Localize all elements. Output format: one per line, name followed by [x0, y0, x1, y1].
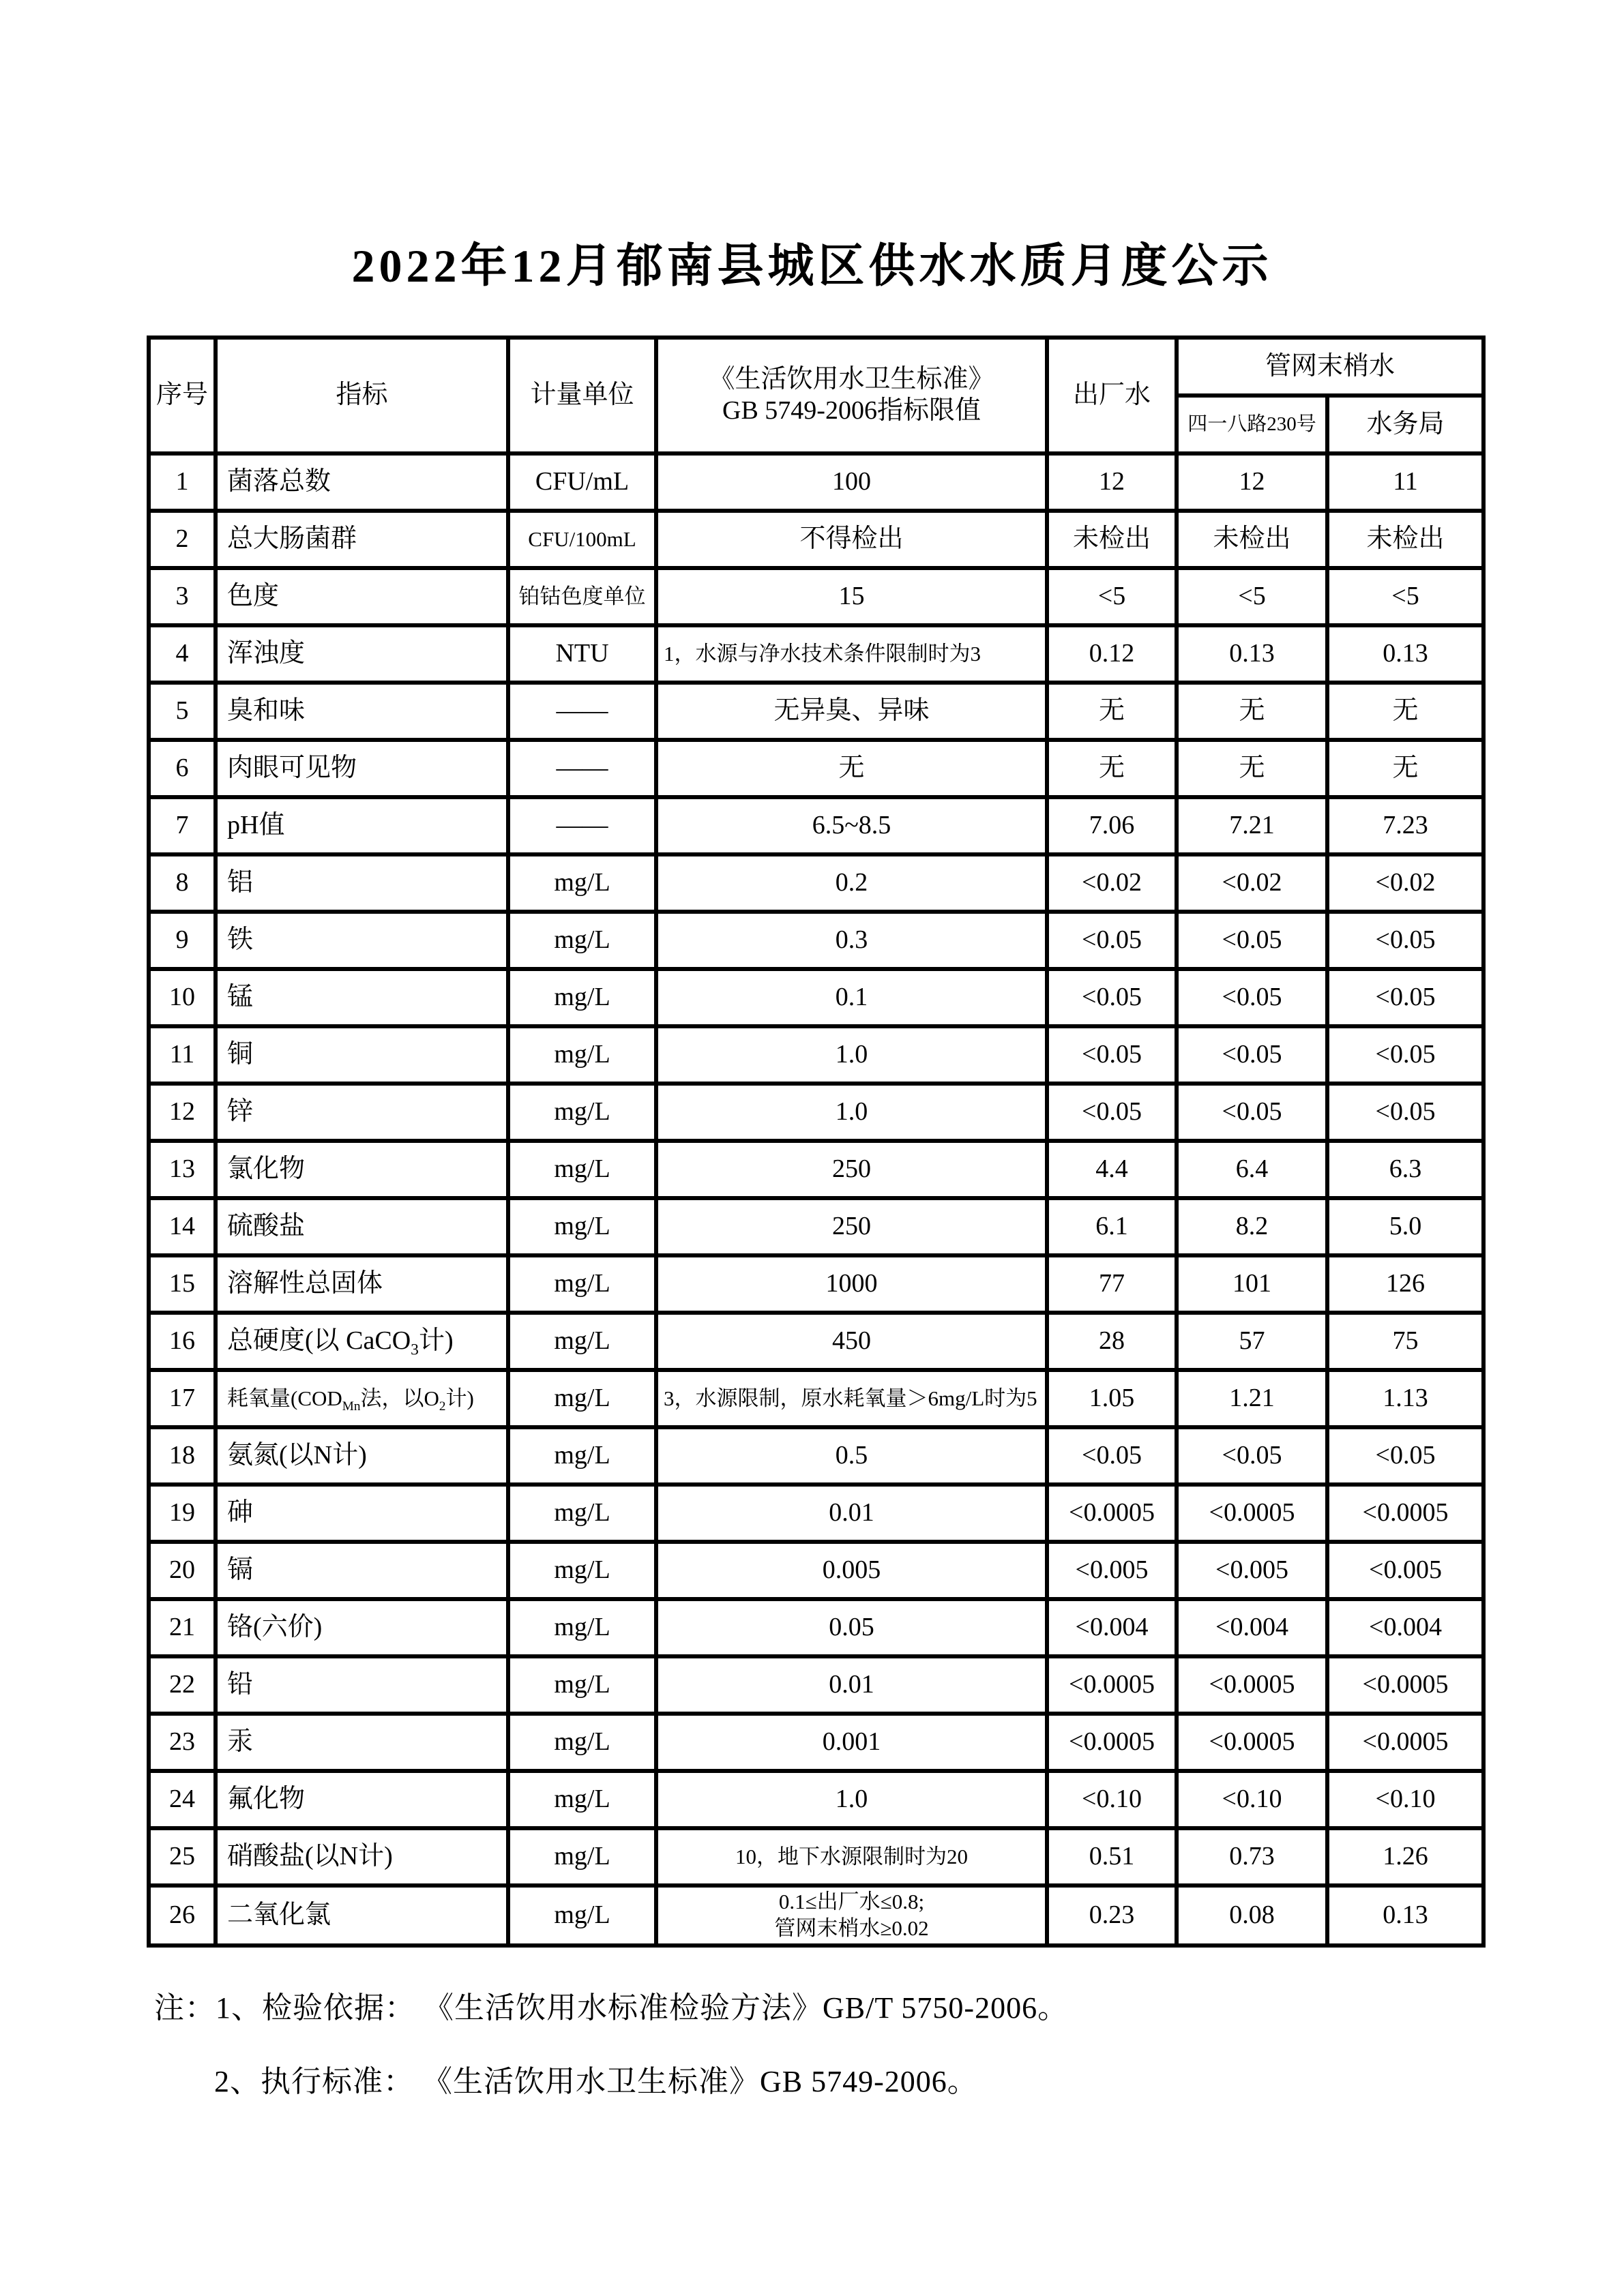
cell-unit: mg/L	[508, 854, 656, 912]
cell-unit: mg/L	[508, 912, 656, 969]
table-row	[149, 740, 1483, 797]
cell-terminal-site1: <0.05	[1177, 969, 1327, 1026]
cell-terminal-site2: <0.10	[1327, 1771, 1483, 1828]
header-limit	[656, 338, 1047, 453]
table-row	[149, 797, 1483, 854]
cell-limit: 0.001	[656, 1714, 1047, 1771]
cell-factory-water: <5	[1047, 568, 1177, 625]
cell-indicator: pH值	[216, 797, 508, 854]
table-row	[149, 1885, 1483, 1945]
cell-indicator: 浑浊度	[216, 625, 508, 683]
cell-factory-water: <0.0005	[1047, 1485, 1177, 1542]
page-title: 2022年12月郁南县城区供水水质月度公示	[351, 240, 1273, 292]
cell-terminal-site1: <0.05	[1177, 912, 1327, 969]
cell-no: 1	[149, 453, 216, 511]
table-row	[149, 568, 1483, 625]
header-terminal-group: 管网末梢水	[1177, 338, 1483, 396]
cell-no: 17	[149, 1370, 216, 1427]
cell-unit: CFU/mL	[508, 453, 656, 511]
note-1: 注：1、检验依据： 《生活饮用水标准检验方法》GB/T 5750-2006。	[154, 1991, 1069, 2025]
cell-factory-water: <0.0005	[1047, 1656, 1177, 1714]
header-limit-line2: GB 5749-2006指标限值	[722, 396, 981, 425]
cell-indicator: 铝	[216, 854, 508, 912]
table-row	[149, 854, 1483, 912]
cell-limit: 无	[656, 740, 1047, 797]
table-row	[149, 1026, 1483, 1084]
table-row	[149, 683, 1483, 740]
cell-factory-water: 0.51	[1047, 1828, 1177, 1885]
cell-indicator: 氯化物	[216, 1141, 508, 1198]
cell-limit: 0.01	[656, 1485, 1047, 1542]
cell-terminal-site1: <0.10	[1177, 1771, 1327, 1828]
cell-limit: 250	[656, 1141, 1047, 1198]
cell-indicator: 镉	[216, 1542, 508, 1599]
cell-indicator: 总硬度(以 CaCO$_3$计)	[216, 1313, 508, 1370]
cell-indicator: 铬(六价)	[216, 1599, 508, 1656]
table-row	[149, 1255, 1483, 1313]
table-row	[149, 1656, 1483, 1714]
table-header	[149, 338, 1483, 453]
water-quality-table	[147, 336, 1486, 1948]
cell-no: 20	[149, 1542, 216, 1599]
cell-terminal-site1: 7.21	[1177, 797, 1327, 854]
cell-limit: 10，地下水源限制时为20	[656, 1828, 1047, 1885]
cell-indicator: 溶解性总固体	[216, 1255, 508, 1313]
header-terminal-site2: 水务局	[1327, 396, 1483, 453]
cell-terminal-site1: <0.02	[1177, 854, 1327, 912]
cell-terminal-site2: 1.26	[1327, 1828, 1483, 1885]
cell-terminal-site1: <0.05	[1177, 1084, 1327, 1141]
cell-unit: mg/L	[508, 969, 656, 1026]
cell-unit: mg/L	[508, 1370, 656, 1427]
table-row	[149, 1370, 1483, 1427]
cell-unit: mg/L	[508, 1198, 656, 1255]
cell-factory-water: <0.05	[1047, 912, 1177, 969]
cell-indicator: 铜	[216, 1026, 508, 1084]
cell-limit: 1.0	[656, 1026, 1047, 1084]
cell-indicator: 砷	[216, 1485, 508, 1542]
cell-factory-water: 未检出	[1047, 511, 1177, 568]
cell-no: 22	[149, 1656, 216, 1714]
table-row	[149, 912, 1483, 969]
table-row	[149, 1427, 1483, 1485]
cell-terminal-site2: 75	[1327, 1313, 1483, 1370]
cell-no: 10	[149, 969, 216, 1026]
cell-terminal-site1: 未检出	[1177, 511, 1327, 568]
cell-unit: mg/L	[508, 1255, 656, 1313]
cell-terminal-site1: 0.13	[1177, 625, 1327, 683]
cell-limit: 15	[656, 568, 1047, 625]
cell-factory-water: 0.23	[1047, 1885, 1177, 1945]
cell-unit: mg/L	[508, 1885, 656, 1945]
cell-factory-water: 无	[1047, 740, 1177, 797]
cell-no: 11	[149, 1026, 216, 1084]
cell-terminal-site2: 0.13	[1327, 1885, 1483, 1945]
cell-unit: mg/L	[508, 1313, 656, 1370]
cell-terminal-site1: <0.0005	[1177, 1656, 1327, 1714]
header-limit-line1: 《生活饮用水卫生标准》	[709, 365, 994, 394]
cell-terminal-site1: 0.08	[1177, 1885, 1327, 1945]
cell-terminal-site1: 无	[1177, 683, 1327, 740]
cell-terminal-site2: 5.0	[1327, 1198, 1483, 1255]
cell-terminal-site1: <0.05	[1177, 1427, 1327, 1485]
table-row	[149, 1599, 1483, 1656]
cell-factory-water: <0.02	[1047, 854, 1177, 912]
header-indicator: 指标	[216, 338, 508, 453]
cell-terminal-site2: 无	[1327, 740, 1483, 797]
cell-unit: ——	[508, 740, 656, 797]
cell-no: 14	[149, 1198, 216, 1255]
cell-terminal-site2: <0.0005	[1327, 1656, 1483, 1714]
cell-unit: CFU/100mL	[508, 511, 656, 568]
cell-unit: mg/L	[508, 1026, 656, 1084]
cell-limit: 0.05	[656, 1599, 1047, 1656]
cell-terminal-site2: 7.23	[1327, 797, 1483, 854]
cell-limit: 无异臭、异味	[656, 683, 1047, 740]
cell-no: 5	[149, 683, 216, 740]
cell-no: 15	[149, 1255, 216, 1313]
cell-unit: ——	[508, 683, 656, 740]
cell-limit: 0.3	[656, 912, 1047, 969]
cell-limit: 0.1	[656, 969, 1047, 1026]
table-row	[149, 1084, 1483, 1141]
cell-no: 23	[149, 1714, 216, 1771]
cell-terminal-site1: <0.0005	[1177, 1485, 1327, 1542]
cell-limit: 不得检出	[656, 511, 1047, 568]
cell-indicator: 臭和味	[216, 683, 508, 740]
cell-terminal-site2: <0.0005	[1327, 1714, 1483, 1771]
cell-limit: 1.0	[656, 1771, 1047, 1828]
cell-factory-water: 28	[1047, 1313, 1177, 1370]
cell-indicator: 菌落总数	[216, 453, 508, 511]
cell-terminal-site2: 无	[1327, 683, 1483, 740]
cell-no: 18	[149, 1427, 216, 1485]
cell-no: 12	[149, 1084, 216, 1141]
cell-indicator: 色度	[216, 568, 508, 625]
cell-factory-water: <0.05	[1047, 1026, 1177, 1084]
cell-factory-water: 4.4	[1047, 1141, 1177, 1198]
cell-limit: 0.5	[656, 1427, 1047, 1485]
cell-terminal-site1: <0.005	[1177, 1542, 1327, 1599]
cell-terminal-site1: 101	[1177, 1255, 1327, 1313]
table-row	[149, 1771, 1483, 1828]
cell-unit: mg/L	[508, 1656, 656, 1714]
table-row	[149, 511, 1483, 568]
cell-factory-water: <0.004	[1047, 1599, 1177, 1656]
header-no: 序号	[149, 338, 216, 453]
cell-factory-water: 12	[1047, 453, 1177, 511]
cell-terminal-site1: 57	[1177, 1313, 1327, 1370]
cell-indicator: 氨氮(以N计)	[216, 1427, 508, 1485]
cell-terminal-site2: 126	[1327, 1255, 1483, 1313]
table-row	[149, 969, 1483, 1026]
cell-terminal-site2: <5	[1327, 568, 1483, 625]
header-terminal-site1: 四一八路230号	[1177, 396, 1327, 453]
cell-limit: 0.1≤出厂水≤0.8; 管网末梢水≥0.02	[656, 1885, 1047, 1945]
cell-unit: mg/L	[508, 1771, 656, 1828]
cell-indicator: 铁	[216, 912, 508, 969]
cell-limit: 1.0	[656, 1084, 1047, 1141]
cell-terminal-site1: <5	[1177, 568, 1327, 625]
cell-indicator: 耗氧量($COD_{Mn}$法，以$O_2$计)	[216, 1370, 508, 1427]
cell-terminal-site2: <0.0005	[1327, 1485, 1483, 1542]
cell-terminal-site1: 8.2	[1177, 1198, 1327, 1255]
cell-no: 19	[149, 1485, 216, 1542]
cell-no: 2	[149, 511, 216, 568]
cell-unit: ——	[508, 797, 656, 854]
cell-factory-water: 1.05	[1047, 1370, 1177, 1427]
cell-terminal-site1: <0.05	[1177, 1026, 1327, 1084]
cell-factory-water: <0.0005	[1047, 1714, 1177, 1771]
cell-terminal-site1: 0.73	[1177, 1828, 1327, 1885]
cell-limit: 100	[656, 453, 1047, 511]
cell-factory-water: 77	[1047, 1255, 1177, 1313]
cell-limit: 0.2	[656, 854, 1047, 912]
cell-terminal-site2: <0.05	[1327, 1084, 1483, 1141]
cell-no: 4	[149, 625, 216, 683]
table-row	[149, 1198, 1483, 1255]
cell-limit: 6.5~8.5	[656, 797, 1047, 854]
cell-indicator: 肉眼可见物	[216, 740, 508, 797]
cell-factory-water: <0.05	[1047, 969, 1177, 1026]
cell-factory-water: <0.10	[1047, 1771, 1177, 1828]
cell-indicator: 硝酸盐(以N计)	[216, 1828, 508, 1885]
cell-indicator: 二氧化氯	[216, 1885, 508, 1945]
cell-terminal-site1: 6.4	[1177, 1141, 1327, 1198]
cell-limit: 1，水源与净水技术条件限制时为3	[656, 625, 1047, 683]
cell-factory-water: 0.12	[1047, 625, 1177, 683]
cell-indicator: 硫酸盐	[216, 1198, 508, 1255]
cell-no: 6	[149, 740, 216, 797]
table-row	[149, 1714, 1483, 1771]
cell-indicator: 锌	[216, 1084, 508, 1141]
cell-limit: 0.005	[656, 1542, 1047, 1599]
cell-unit: mg/L	[508, 1599, 656, 1656]
cell-no: 26	[149, 1885, 216, 1945]
cell-terminal-site2: <0.005	[1327, 1542, 1483, 1599]
cell-unit: mg/L	[508, 1141, 656, 1198]
cell-no: 24	[149, 1771, 216, 1828]
cell-no: 3	[149, 568, 216, 625]
cell-indicator: 铅	[216, 1656, 508, 1714]
cell-terminal-site1: <0.004	[1177, 1599, 1327, 1656]
cell-unit: mg/L	[508, 1427, 656, 1485]
cell-terminal-site1: 12	[1177, 453, 1327, 511]
cell-unit: mg/L	[508, 1828, 656, 1885]
table-row	[149, 453, 1483, 511]
cell-indicator: 总大肠菌群	[216, 511, 508, 568]
cell-no: 9	[149, 912, 216, 969]
table-row	[149, 625, 1483, 683]
cell-unit: 铂钴色度单位	[508, 568, 656, 625]
cell-indicator: 锰	[216, 969, 508, 1026]
cell-factory-water: 无	[1047, 683, 1177, 740]
cell-terminal-site2: <0.05	[1327, 1427, 1483, 1485]
cell-limit: 0.01	[656, 1656, 1047, 1714]
cell-no: 8	[149, 854, 216, 912]
header-factory-water: 出厂水	[1047, 338, 1177, 453]
cell-indicator: 氟化物	[216, 1771, 508, 1828]
cell-terminal-site1: 无	[1177, 740, 1327, 797]
header-unit: 计量单位	[508, 338, 656, 453]
table-row	[149, 1542, 1483, 1599]
cell-unit: mg/L	[508, 1084, 656, 1141]
cell-limit: 250	[656, 1198, 1047, 1255]
cell-no: 7	[149, 797, 216, 854]
table-row	[149, 1313, 1483, 1370]
cell-unit: mg/L	[508, 1542, 656, 1599]
cell-factory-water: <0.05	[1047, 1427, 1177, 1485]
cell-no: 21	[149, 1599, 216, 1656]
cell-terminal-site2: 未检出	[1327, 511, 1483, 568]
table-row	[149, 1828, 1483, 1885]
cell-factory-water: 6.1	[1047, 1198, 1177, 1255]
cell-terminal-site2: 1.13	[1327, 1370, 1483, 1427]
cell-terminal-site1: 1.21	[1177, 1370, 1327, 1427]
cell-factory-water: <0.05	[1047, 1084, 1177, 1141]
cell-terminal-site2: <0.05	[1327, 912, 1483, 969]
cell-terminal-site2: 0.13	[1327, 625, 1483, 683]
cell-unit: mg/L	[508, 1714, 656, 1771]
cell-terminal-site2: <0.05	[1327, 1026, 1483, 1084]
cell-limit: 450	[656, 1313, 1047, 1370]
cell-no: 16	[149, 1313, 216, 1370]
cell-no: 25	[149, 1828, 216, 1885]
table-body	[149, 453, 1483, 1945]
cell-no: 13	[149, 1141, 216, 1198]
cell-terminal-site2: <0.004	[1327, 1599, 1483, 1656]
cell-terminal-site2: <0.02	[1327, 854, 1483, 912]
table-row	[149, 1485, 1483, 1542]
table-row	[149, 1141, 1483, 1198]
cell-terminal-site2: 11	[1327, 453, 1483, 511]
cell-limit: 3，水源限制，原水耗氧量＞6mg/L时为5	[656, 1370, 1047, 1427]
cell-factory-water: 7.06	[1047, 797, 1177, 854]
cell-unit: NTU	[508, 625, 656, 683]
cell-limit: 1000	[656, 1255, 1047, 1313]
note-2: 2、执行标准： 《生活饮用水卫生标准》GB 5749-2006。	[214, 2065, 978, 2098]
cell-terminal-site2: <0.05	[1327, 969, 1483, 1026]
cell-terminal-site1: <0.0005	[1177, 1714, 1327, 1771]
cell-terminal-site2: 6.3	[1327, 1141, 1483, 1198]
cell-unit: mg/L	[508, 1485, 656, 1542]
cell-indicator: 汞	[216, 1714, 508, 1771]
cell-factory-water: <0.005	[1047, 1542, 1177, 1599]
